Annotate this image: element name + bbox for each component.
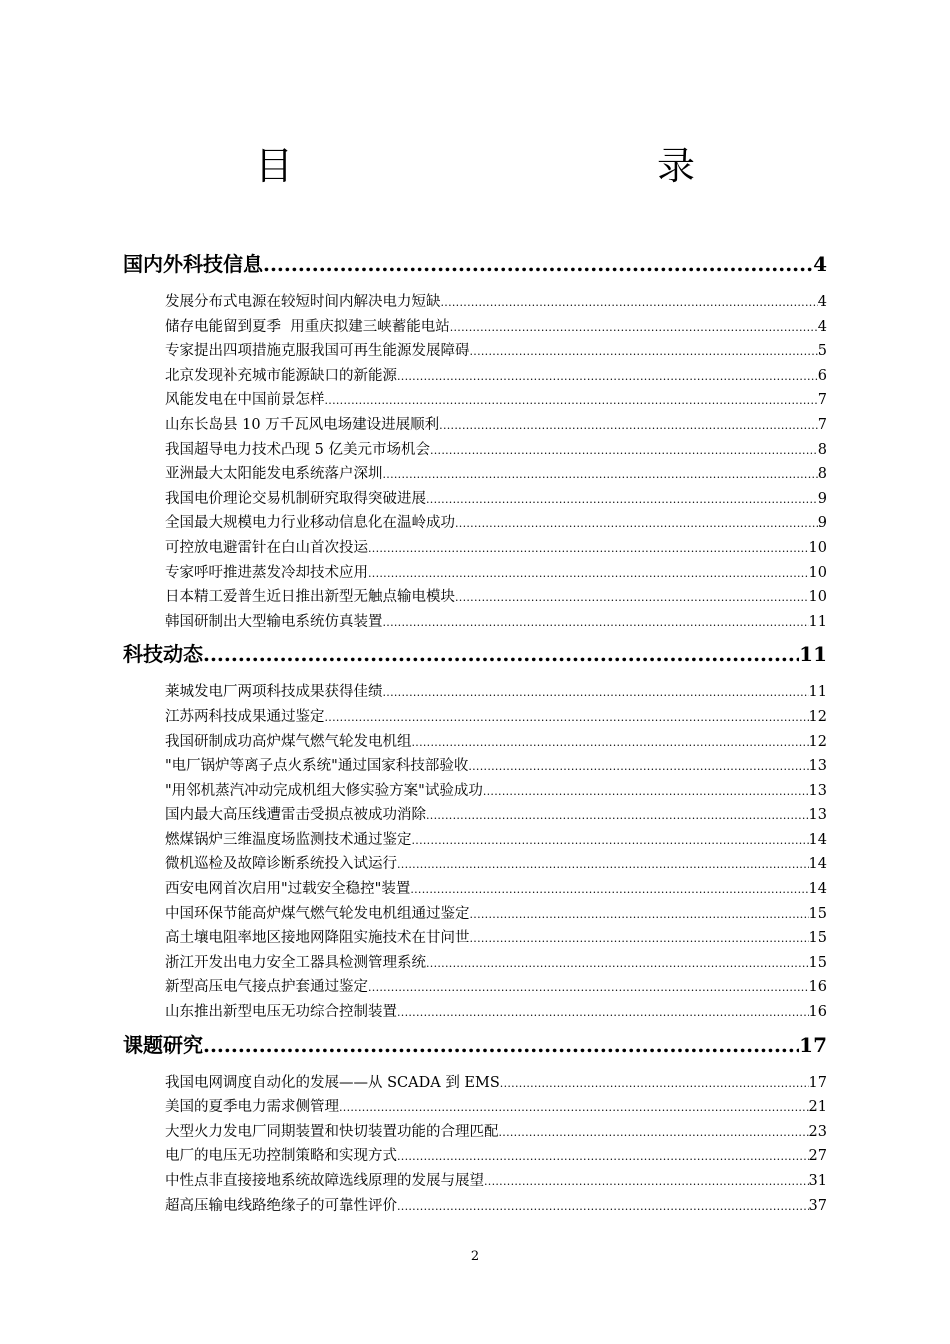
dot-leader [397,853,809,878]
toc-entry[interactable] [165,487,827,512]
toc-entry[interactable] [165,803,827,828]
entry-page-number: 31 [808,1173,827,1189]
table-of-contents [123,244,827,1218]
section-title: 课题研究 [123,1032,203,1057]
entry-page-number: 16 [808,1004,827,1021]
entry-page-number: 15 [808,905,827,922]
entry-title: 新型高压电气接点护套通过鉴定 [165,979,368,996]
entry-title: 莱城发电厂两项科技成果获得佳绩 [165,684,383,701]
dot-leader [325,706,809,731]
toc-entry[interactable] [165,1095,827,1120]
entry-page-number: 10 [808,564,827,581]
dot-leader [470,903,809,928]
toc-section-heading[interactable] [123,1025,827,1065]
section-page-number: 11 [799,642,827,667]
toc-entry[interactable] [165,610,827,635]
toc-section-heading[interactable] [123,244,827,284]
entry-page-number: 11 [808,613,827,630]
entry-title: 中国环保节能高炉煤气燃气轮发电机组通过鉴定 [165,905,470,922]
entry-page-number: 13 [808,758,827,775]
entry-page-number: 21 [808,1099,827,1116]
dot-leader [483,780,809,805]
dot-leader [397,1195,809,1220]
toc-entry[interactable] [165,877,827,902]
entry-title: 我国研制成功高炉煤气燃气轮发电机组 [165,733,412,750]
entry-title: 超高压输电线路绝缘子的可靠性评价 [165,1197,397,1214]
toc-entry[interactable] [165,828,827,853]
dot-leader [441,291,818,316]
toc-entry[interactable] [165,680,827,705]
toc-entry[interactable] [165,536,827,561]
dot-leader [470,340,818,365]
dot-leader [368,537,809,562]
entry-page-number: 9 [817,490,827,507]
dot-leader [339,1096,809,1121]
dot-leader [470,927,809,952]
entry-title: 我国电网调度自动化的发展——从 SCADA 到 EMS [165,1074,500,1091]
entry-title: 山东长岛县 10 万千瓦风电场建设进展顺利 [165,416,440,433]
entry-page-number: 23 [808,1123,827,1140]
entry-title: 亚洲最大太阳能发电系统落户深圳 [165,466,383,483]
toc-entry[interactable] [165,951,827,976]
entry-title: 我国超导电力技术凸现 5 亿美元市场机会 [165,441,430,458]
entry-page-number: 4 [817,294,827,310]
entry-page-number: 7 [817,416,827,433]
entry-title: 浙江开发出电力安全工器具检测管理系统 [165,954,426,971]
entry-title: 可控放电避雷针在白山首次投运 [165,539,368,556]
entry-page-number: 14 [808,856,827,873]
toc-entry[interactable] [165,926,827,951]
dot-leader [383,463,818,488]
entry-title: 北京发现补充城市能源缺口的新能源 [165,367,397,384]
toc-title: 目 录 [254,144,791,188]
toc-entry[interactable] [165,1144,827,1169]
entry-page-number: 10 [808,539,827,556]
section-page-number: 17 [799,1032,827,1057]
entry-title: 高土壤电阻率地区接地网降阻实施技术在甘问世 [165,930,470,947]
entry-page-number: 37 [808,1197,827,1214]
entry-title: 发展分布式电源在较短时间内解决电力短缺 [165,294,441,310]
dot-leader [397,1145,809,1170]
dot-leader [455,586,809,611]
entry-title: 江苏两科技成果通过鉴定 [165,708,325,725]
entry-page-number: 8 [817,441,827,458]
entry-page-number: 14 [808,831,827,848]
dot-leader [325,389,818,414]
entry-title: 国内最大高压线遭雷击受损点被成功消除 [165,807,426,824]
dot-leader [397,365,818,390]
entry-title: 全国最大规模电力行业移动信息化在温岭成功 [165,515,455,532]
entry-title: "电厂锅炉等离子点火系统"通过国家科技部验收 [165,758,469,775]
entry-title: 西安电网首次启用"过载安全稳控"装置 [165,881,411,898]
dot-leader [499,1121,809,1146]
dot-leader [468,755,808,780]
dot-leader [397,1001,809,1026]
dot-leader [430,439,818,464]
entry-page-number: 7 [817,392,827,409]
entry-page-number: 14 [808,881,827,898]
dot-leader [426,952,809,977]
toc-entry[interactable] [165,902,827,927]
entry-page-number: 4 [817,318,827,335]
entry-title: 中性点非直接接地系统故障选线原理的发展与展望 [165,1173,484,1189]
entry-title: 美国的夏季电力需求侧管理 [165,1099,339,1116]
entry-page-number: 13 [808,807,827,824]
dot-leader [412,829,809,854]
toc-entry[interactable] [165,754,827,779]
entry-page-number: 12 [808,708,827,725]
entry-page-number: 12 [808,733,827,750]
toc-entry[interactable] [165,1000,827,1025]
entry-page-number: 13 [808,782,827,799]
entry-page-number: 11 [808,684,827,701]
entry-page-number: 9 [817,515,827,532]
toc-entry[interactable] [165,511,827,536]
dot-leader [410,878,808,903]
dot-leader [412,731,809,756]
toc-entry[interactable] [165,585,827,610]
dot-leader [450,316,818,341]
toc-section-heading[interactable] [123,634,827,674]
entry-title: 电厂的电压无功控制策略和实现方式 [165,1148,397,1165]
section-title: 科技动态 [123,642,203,667]
toc-entry[interactable] [165,705,827,730]
section-title: 国内外科技信息 [123,252,263,276]
entry-title: 专家提出四项措施克服我国可再生能源发展障碍 [165,343,470,360]
entry-page-number: 15 [808,930,827,947]
entry-page-number: 15 [808,954,827,971]
toc-entry[interactable] [165,561,827,586]
dot-leader [203,1025,799,1065]
entry-title: 储存电能留到夏季 用重庆拟建三峡蓄能电站 [165,318,450,335]
entry-page-number: 27 [808,1148,827,1165]
entry-title: "用邻机蒸汽冲动完成机组大修实验方案"试验成功 [165,782,483,799]
entry-page-number: 10 [808,589,827,606]
dot-leader [383,611,809,636]
toc-entry[interactable] [165,339,827,364]
dot-leader [203,634,799,674]
dot-leader [383,681,809,706]
toc-entry[interactable] [165,1120,827,1145]
toc-entry[interactable] [165,388,827,413]
entry-title: 大型火力发电厂同期装置和快切装置功能的合理匹配 [165,1123,499,1140]
dot-leader [368,976,809,1001]
entry-title: 日本精工爱普生近日推出新型无触点输电模块 [165,589,455,606]
entry-title: 我国电价理论交易机制研究取得突破进展 [165,490,426,507]
dot-leader [455,512,818,537]
dot-leader [484,1170,809,1195]
toc-entry[interactable] [165,852,827,877]
toc-entry[interactable] [165,730,827,755]
dot-leader [368,562,809,587]
entry-title: 韩国研制出大型输电系统仿真装置 [165,613,383,630]
entry-page-number: 8 [817,466,827,483]
toc-entry[interactable] [165,315,827,340]
entry-page-number: 5 [817,343,827,360]
toc-entry[interactable] [165,1169,827,1194]
toc-entry[interactable] [165,1194,827,1219]
entry-page-number: 6 [817,367,827,384]
page-number: 2 [470,1249,480,1264]
entry-title: 专家呼吁推进蒸发冷却技术应用 [165,564,368,581]
dot-leader [426,488,818,513]
toc-entry[interactable] [165,975,827,1000]
dot-leader [426,804,809,829]
toc-entry[interactable] [165,1071,827,1096]
section-page-number: 4 [813,252,827,276]
entry-title: 风能发电在中国前景怎样 [165,392,325,409]
toc-entry[interactable] [165,290,827,315]
entry-page-number: 16 [808,979,827,996]
entry-title: 微机巡检及故障诊断系统投入试运行 [165,856,397,873]
toc-entry[interactable] [165,462,827,487]
toc-entry[interactable] [165,413,827,438]
dot-leader [263,244,813,284]
entry-title: 燃煤锅炉三维温度场监测技术通过鉴定 [165,831,412,848]
dot-leader [439,414,818,439]
toc-entry[interactable] [165,779,827,804]
entry-title: 山东推出新型电压无功综合控制装置 [165,1004,397,1021]
entry-page-number: 17 [808,1074,827,1091]
toc-entry[interactable] [165,364,827,389]
dot-leader [500,1072,809,1097]
toc-entry[interactable] [165,438,827,463]
